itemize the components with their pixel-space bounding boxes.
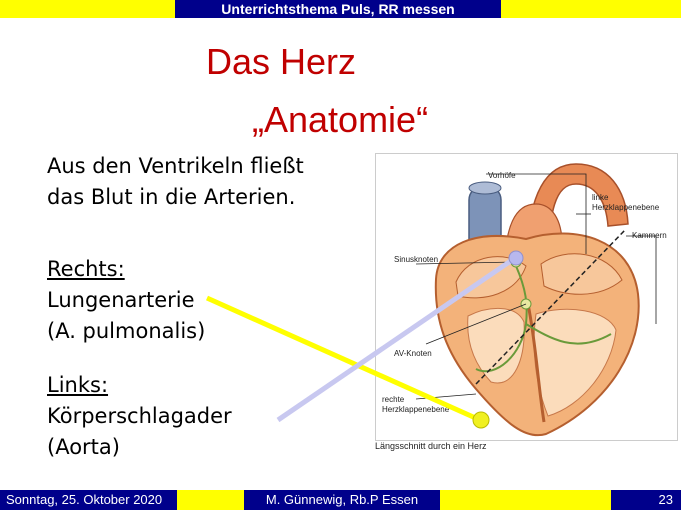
- pointer-line-lavender: [278, 258, 515, 420]
- label-linke-1: linke: [592, 193, 609, 202]
- label-vorhoefe: Vorhöfe: [488, 171, 516, 180]
- slide-title-line1: Das Herz: [206, 41, 357, 82]
- rechts-line2: (A. pulmonalis): [47, 319, 206, 343]
- label-kammern: Kammern: [632, 231, 667, 240]
- footer-bar: [0, 490, 681, 510]
- label-av-knoten: AV-Knoten: [394, 349, 432, 358]
- rechts-heading: Rechts:: [47, 257, 125, 281]
- footer-date: Sonntag, 25. Oktober 2020: [0, 490, 177, 510]
- lesson-topic: Unterrichtsthema Puls, RR messen: [175, 0, 501, 18]
- label-linke-2: Herzklappenebene: [592, 203, 660, 212]
- label-rechte-1: rechte: [382, 395, 405, 404]
- pointer-line-yellow: [207, 298, 480, 420]
- slide-title-line2: „Anatomie“: [252, 99, 429, 140]
- label-rechte-2: Herzklappenebene: [382, 405, 450, 414]
- label-sinusknoten: Sinusknoten: [394, 255, 439, 264]
- illustration-caption: Längsschnitt durch ein Herz: [375, 441, 487, 451]
- links-line2: (Aorta): [47, 435, 120, 459]
- intro-line1: Aus den Ventrikeln fließt: [47, 154, 304, 178]
- footer-page-number: 23: [611, 490, 681, 510]
- links-line1: Körperschlagader: [47, 404, 232, 428]
- pointer-dot-yellow: [473, 412, 489, 428]
- pointer-dot-lavender: [509, 251, 523, 265]
- links-heading: Links:: [47, 373, 109, 397]
- footer-author: M. Günnewig, Rb.P Essen: [244, 490, 440, 510]
- intro-line2: das Blut in die Arterien.: [47, 185, 296, 209]
- rechts-line1: Lungenarterie: [47, 288, 195, 312]
